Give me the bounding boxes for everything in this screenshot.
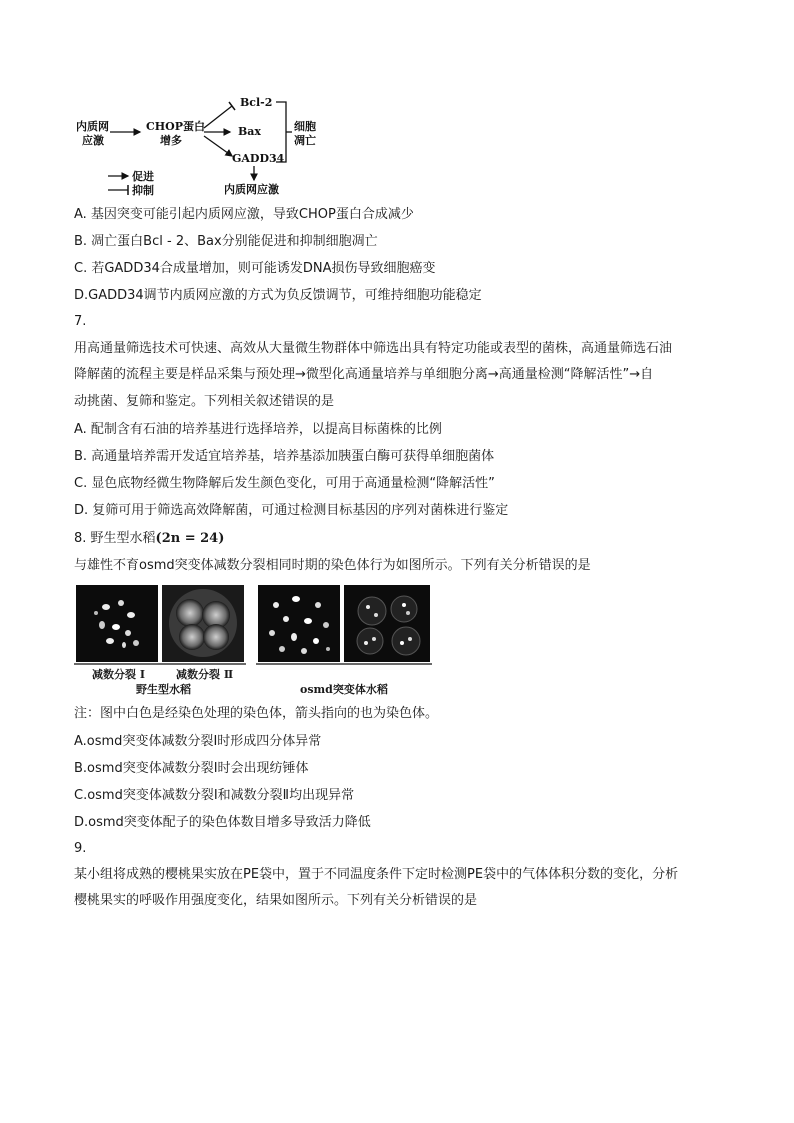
apoptosis-label-top: 细胞 <box>294 120 316 133</box>
q8-option-b: B.osmd突变体减数分裂Ⅰ时会出现纺锤体 <box>74 761 309 776</box>
q8-option-d: D.osmd突变体配子的染色体数目增多导致活力降低 <box>74 815 371 830</box>
er-stress-result-label: 内质网应激 <box>224 183 279 196</box>
q7-number: 7. <box>74 314 87 329</box>
q9-number: 9. <box>74 841 87 856</box>
q9-stem-line-1: 某小组将成熟的樱桃果实放在PE袋中，置于不同温度条件下定时检测PE袋中的气体体积分数的变化，分析 <box>74 867 679 882</box>
q8-option-a: A.osmd突变体减数分裂Ⅰ时形成四分体异常 <box>74 734 322 749</box>
apoptosis-label-bottom: 凋亡 <box>294 134 316 147</box>
q6-option-d: D.GADD34调节内质网应激的方式为负反馈调节，可维持细胞功能稳定 <box>74 288 482 303</box>
caption-mutant: osmd突变体水稻 <box>300 683 388 696</box>
chop-label-top: CHOP蛋白 <box>146 120 206 133</box>
er-stress-label-top: 内质网 <box>76 120 109 133</box>
caption-wild-type: 野生型水稻 <box>136 683 191 696</box>
er-stress-label-bottom: 应激 <box>82 134 104 147</box>
q9-stem-line-2: 樱桃果实的呼吸作用强度变化，结果如图所示。下列有关分析错误的是 <box>74 893 478 908</box>
q8-stem: 与雄性不育osmd突变体减数分裂相同时期的染色体行为如图所示。下列有关分析错误的是 <box>74 558 591 573</box>
chop-label-bottom: 增多 <box>160 134 182 147</box>
cell-outlines-mutant <box>344 585 430 662</box>
micrograph-mutant-meiosis-1 <box>258 585 340 662</box>
chromosome-spots <box>76 585 158 662</box>
q8-formula: (2n = 24) <box>155 531 225 546</box>
q7-option-b: B. 高通量培养需开发适宜培养基，培养基添加胰蛋白酶可获得单细胞菌体 <box>74 449 495 464</box>
diagram-arrows <box>70 92 330 202</box>
apoptosis-pathway-diagram <box>70 92 330 202</box>
q7-option-c: C. 显色底物经微生物降解后发生颜色变化，可用于高通量检测“降解活性” <box>74 476 495 491</box>
q8-option-c: C.osmd突变体减数分裂Ⅰ和减数分裂Ⅱ均出现异常 <box>74 788 355 803</box>
q8-head-text: 8. 野生型水稻 <box>74 531 156 546</box>
q8-heading <box>74 530 224 548</box>
q6-option-b: B. 凋亡蛋白Bcl - 2、Bax分别能促进和抑制细胞凋亡 <box>74 234 378 249</box>
micrograph-wild-meiosis-1 <box>76 585 158 662</box>
q8-note: 注：图中白色是经染色处理的染色体，箭头指向的也为染色体。 <box>74 706 439 721</box>
q6-option-c: C. 若GADD34合成量增加，则可能诱发DNA损伤导致细胞癌变 <box>74 261 436 276</box>
bax-label: Bax <box>238 125 261 138</box>
legend-promote-label: 促进 <box>132 170 154 183</box>
chromosome-spots-mutant <box>258 585 340 662</box>
cell-nuclei <box>162 585 244 662</box>
q7-option-d: D. 复筛可用于筛选高效降解菌，可通过检测目标基因的序列对菌株进行鉴定 <box>74 503 509 518</box>
q7-stem-line-2: 降解菌的流程主要是样品采集与预处理→微型化高通量培养与单细胞分离→高通量检测“降解活性”→自 <box>74 367 654 382</box>
micrograph-wild-meiosis-2 <box>162 585 244 662</box>
micrograph-mutant-meiosis-2 <box>344 585 430 662</box>
q7-stem-line-3: 动挑菌、复筛和鉴定。下列相关叙述错误的是 <box>74 394 335 409</box>
bcl2-label: Bcl-2 <box>240 96 273 109</box>
caption-meiosis-2: 减数分裂 Ⅱ <box>176 668 234 681</box>
gadd34-label: GADD34 <box>232 152 285 165</box>
q7-stem-line-1: 用高通量筛选技术可快速、高效从大量微生物群体中筛选出具有特定功能或表型的菌株，高通量筛选石油 <box>74 341 673 356</box>
q6-option-a: A. 基因突变可能引起内质网应激，导致CHOP蛋白合成减少 <box>74 207 414 222</box>
caption-meiosis-1: 减数分裂 Ⅰ <box>92 668 145 681</box>
q7-option-a: A. 配制含有石油的培养基进行选择培养，以提高目标菌株的比例 <box>74 422 442 437</box>
legend-inhibit-label: 抑制 <box>132 184 154 197</box>
